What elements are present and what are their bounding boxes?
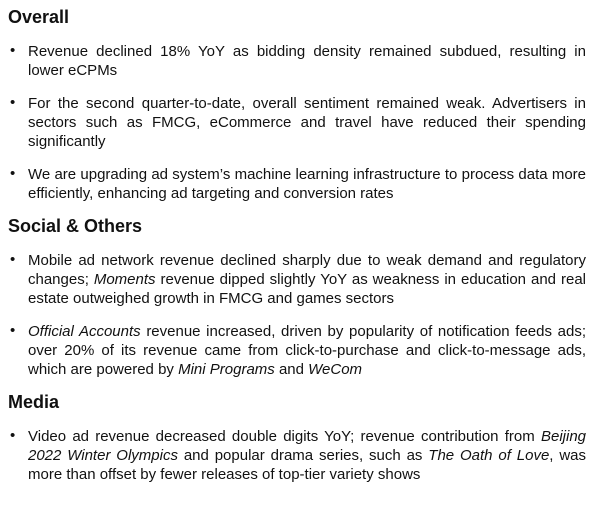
bullet-dot-icon: •: [10, 322, 16, 339]
bullet-item: [8, 427, 586, 484]
section-social-others: [8, 215, 586, 379]
bullet-dot-icon: •: [10, 165, 16, 182]
bullet-text: , was more than offset by fewer releases of top-tier variety shows: [28, 447, 587, 483]
section-title: Media: [8, 392, 60, 412]
bullet-text: Revenue declined 18% YoY as bidding density remained subdued, resulting in lower eCPMs: [28, 43, 586, 79]
bullet-item: [8, 322, 586, 379]
section-overall: [8, 6, 586, 203]
bullet-text: and: [274, 361, 309, 378]
section-title: Social & Others: [8, 216, 143, 236]
bullet-text-italic: WeCom: [308, 361, 363, 378]
bullet-list: [8, 427, 586, 484]
bullet-text: Mobile ad network revenue declined sharply due to weak demand and regulatory changes;: [28, 252, 586, 288]
bullet-dot-icon: •: [10, 427, 16, 444]
bullet-text-italic: The Oath of Love: [428, 447, 550, 464]
bullet-dot-icon: •: [10, 94, 16, 111]
bullet-item: [8, 165, 586, 203]
bullet-text-italic: Moments: [93, 271, 156, 288]
bullet-text: For the second quarter-to-date, overall sentiment remained weak. Advertisers in sectors such as FMCG, eCommerce and travel have reduced their spending significantly: [28, 95, 586, 150]
bullet-item: [8, 94, 586, 151]
bullet-text: revenue dipped slightly YoY as weakness in education and real estate outweighed growth in FMCG and games sectors: [28, 271, 586, 307]
bullet-item: [8, 42, 586, 80]
bullet-list: [8, 251, 586, 379]
bullet-text: and popular drama series, such as: [177, 447, 429, 464]
bullet-dot-icon: •: [10, 251, 16, 268]
bullet-list: [8, 42, 586, 203]
bullet-text-italic: Beijing 2022 Winter Olympics: [28, 428, 586, 464]
bullet-item: [8, 251, 586, 308]
bullet-text: revenue increased, driven by popularity of notification feeds ads; over 20% of its revenue came from click-to-purchase and click-to-message ads, which are powered by: [28, 323, 586, 378]
bullet-text-italic: Mini Programs: [178, 361, 275, 378]
bullet-dot-icon: •: [10, 42, 16, 59]
section-title: Overall: [8, 7, 70, 27]
bullet-text: We are upgrading ad system’s machine learning infrastructure to process data more efficiently, enhancing ad targeting and conversion rates: [28, 166, 586, 202]
section-media: [8, 391, 586, 484]
bullet-text: Video ad revenue decreased double digits YoY; revenue contribution from: [28, 428, 541, 445]
bullet-text-italic: Official Accounts: [28, 323, 141, 340]
